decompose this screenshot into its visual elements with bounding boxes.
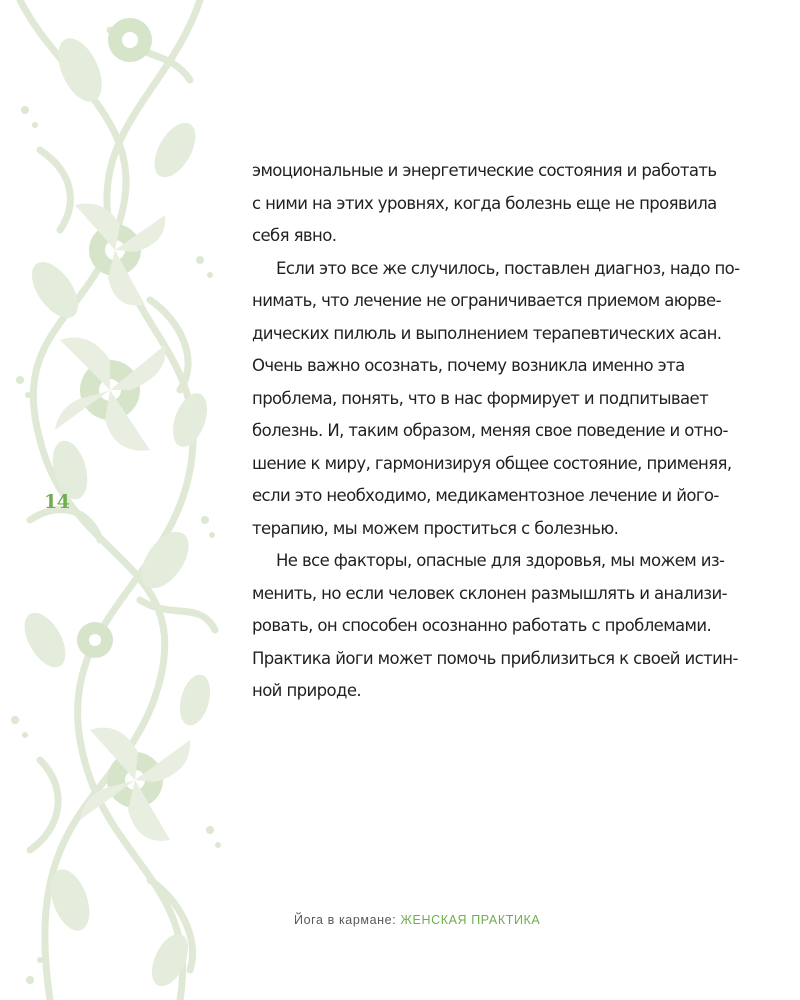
- text-line: дических пилюль и выполнением терапевтических асан.: [252, 323, 722, 343]
- text-line: нимать, что лечение не ограничивается приемом аюрве-: [252, 291, 721, 310]
- floral-ornament-border: [0, 0, 228, 1000]
- text-line: Очень важно осознать, почему возникла именно эта: [252, 356, 685, 375]
- text-line: если это необходимо, медикаментозное лечение и його-: [252, 486, 719, 505]
- text-line: с ними на этих уровнях, когда болезнь еще не проявила: [252, 193, 717, 213]
- floral-pattern-icon: [0, 0, 228, 1000]
- running-footer: [294, 913, 540, 927]
- text-line: эмоциональные и энергетические состояния и работать: [252, 161, 717, 180]
- text-line: болезнь. И, таким образом, меняя свое поведение и отно-: [252, 421, 728, 440]
- footer-series: Йога в кармане:: [294, 913, 397, 927]
- page-number: 14: [44, 491, 70, 513]
- body-text: [252, 155, 740, 708]
- text-line: проблема, понять, что в нас формирует и подпитывает: [252, 388, 709, 408]
- text-line: менить, но если человек склонен размышлять и анализи-: [252, 583, 727, 603]
- text-line: шение к миру, гармонизируя общее состояние, применяя,: [252, 453, 732, 473]
- text-line-paragraph-start: Не все факторы, опасные для здоровья, мы можем из-: [276, 551, 725, 570]
- text-line: ровать, он способен осознанно работать с проблемами.: [252, 616, 712, 635]
- text-line: себя явно.: [252, 226, 337, 245]
- text-line: терапию, мы можем проститься с болезнью.: [252, 518, 619, 538]
- footer-title: ЖЕНСКАЯ ПРАКТИКА: [400, 913, 541, 927]
- text-line: Практика йоги может помочь приблизиться к своей истин-: [252, 648, 738, 668]
- text-line: ной природе.: [252, 681, 362, 700]
- text-line-paragraph-start: Если это все же случилось, поставлен диагноз, надо по-: [276, 258, 740, 278]
